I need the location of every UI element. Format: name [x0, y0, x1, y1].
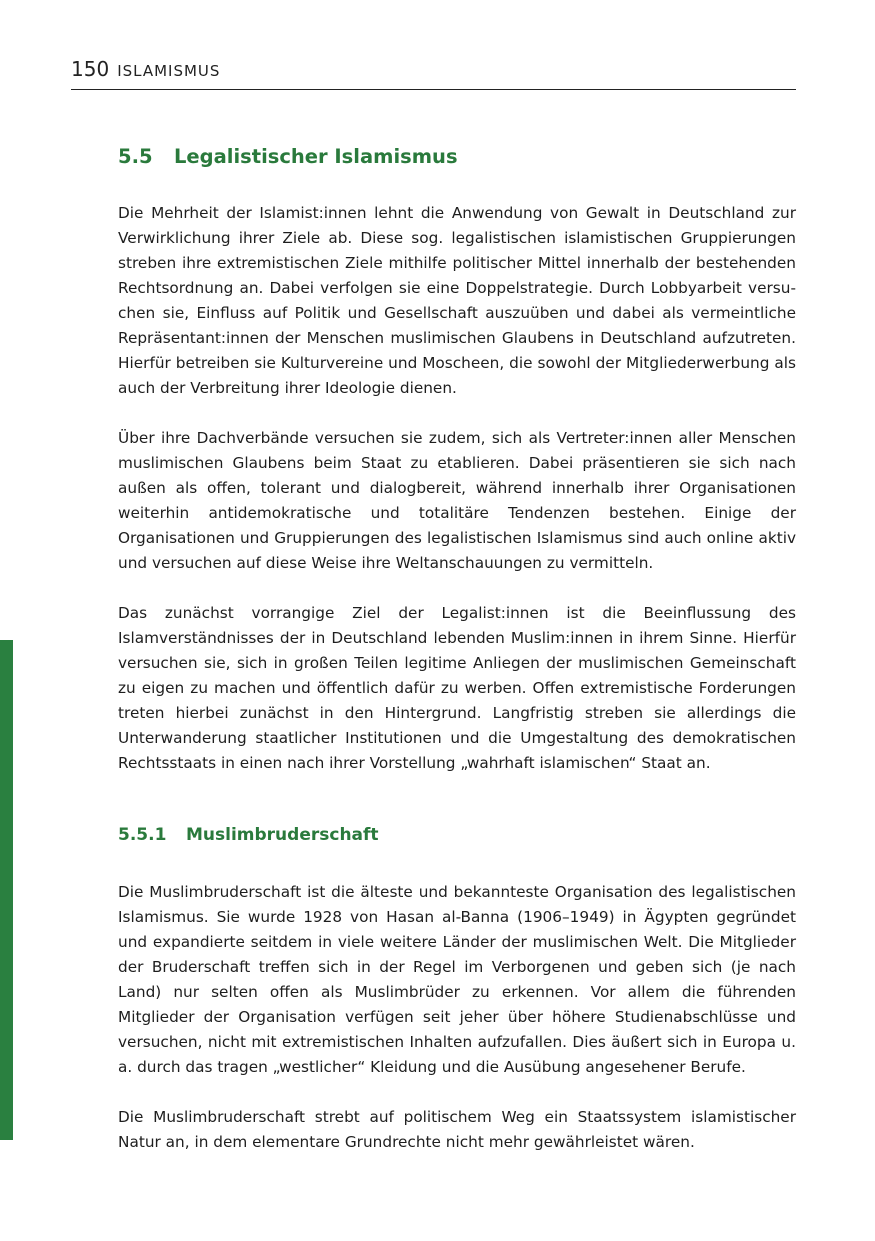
- body-paragraph: Das zunächst vorrangige Ziel der Legalist:innen ist die Beeinflussung des Islamverständnisses der in Deutschland lebenden Muslim:innen in ihrem Sinne. Hierfür versuchen sie, sich in großen Teilen legitime Anliegen der muslimischen Gemeinschaft zu eigen zu machen und öffentlich dafür zu werben. Offen extremistische Forderungen treten hierbei zunächst in den Hintergrund. Langfristig streben sie allerdings die Unterwanderung staatlicher Institutionen und die Umgestaltung des demokratischen Rechtsstaats in einen nach ihrer Vorstellung „wahrhaft islamischen“ Staat an.: [118, 604, 796, 772]
- page-number: 150: [71, 57, 110, 81]
- chapter-side-bar: [0, 640, 13, 1140]
- body-paragraph: Die Muslimbruderschaft strebt auf politischem Weg ein Staatssystem islamistischer Natur an, in dem elementare Grundrechte nicht mehr gewährleistet wären.: [118, 1108, 796, 1151]
- subsection-number: 5.5.1: [118, 825, 167, 845]
- subsection-heading: [118, 822, 796, 848]
- page-content: [118, 142, 796, 1155]
- running-title: ISLAMISMUS: [117, 62, 221, 80]
- page-header: [71, 57, 796, 90]
- section-heading: [118, 142, 796, 172]
- section-number: 5.5: [118, 145, 153, 168]
- body-paragraph: Die Muslimbruderschaft ist die älteste und bekannteste Organisation des legalistischen Islamismus. Sie wurde 1928 von Hasan al-Banna (1906–1949) in Ägypten gegründet und expandierte seitdem in viele weitere Länder der muslimischen Welt. Die Mitglieder der Bruderschaft treffen sich in der Regel im Verborgenen und geben sich (je nach Land) nur selten offen als Muslimbrüder zu erkennen. Vor allem die führenden Mitglieder der Organisation verfügen seit jeher über höhere Studienabschlüsse und versuchen, nicht mit extremistischen Inhalten aufzufallen. Dies äußert sich in Europa u. a. durch das tragen „westlicher“ Kleidung und die Ausübung angesehener Berufe.: [118, 883, 796, 1076]
- body-paragraph: Über ihre Dachverbände versuchen sie zudem, sich als Vertreter:innen aller Menschen muslimischen Glaubens beim Staat zu etablieren. Dabei präsentieren sie sich nach außen als offen, tolerant und dialogbereit, während innerhalb ihrer Organisationen weiterhin antidemokratische und totalitäre Tendenzen bestehen. Einige der Organisationen und Gruppierungen des legalistischen Islamismus sind auch online aktiv und versuchen auf diese Weise ihre Weltanschauungen zu vermitteln.: [118, 429, 796, 572]
- section-title: Legalistischer Islamismus: [174, 145, 458, 168]
- subsection-title: Muslimbruderschaft: [186, 825, 379, 845]
- body-paragraph: Die Mehrheit der Islamist:innen lehnt die Anwendung von Gewalt in Deutschland zur Verwirklichung ihrer Ziele ab. Diese sog. legalistischen islamistischen Gruppierungen streben ihre extremistischen Ziele mithilfe politischer Mittel innerhalb der bestehenden Rechtsordnung an. Dabei verfolgen sie eine Doppelstrategie. Durch Lobbyarbeit versuchen sie, Einfluss auf Politik und Gesellschaft auszuüben und dabei als vermeintliche Repräsentant:innen der Menschen muslimischen Glaubens in Deutschland aufzutreten. Hierfür betreiben sie Kulturvereine und Moscheen, die sowohl der Mitgliederwerbung als auch der Verbreitung ihrer Ideologie dienen.: [118, 204, 796, 397]
